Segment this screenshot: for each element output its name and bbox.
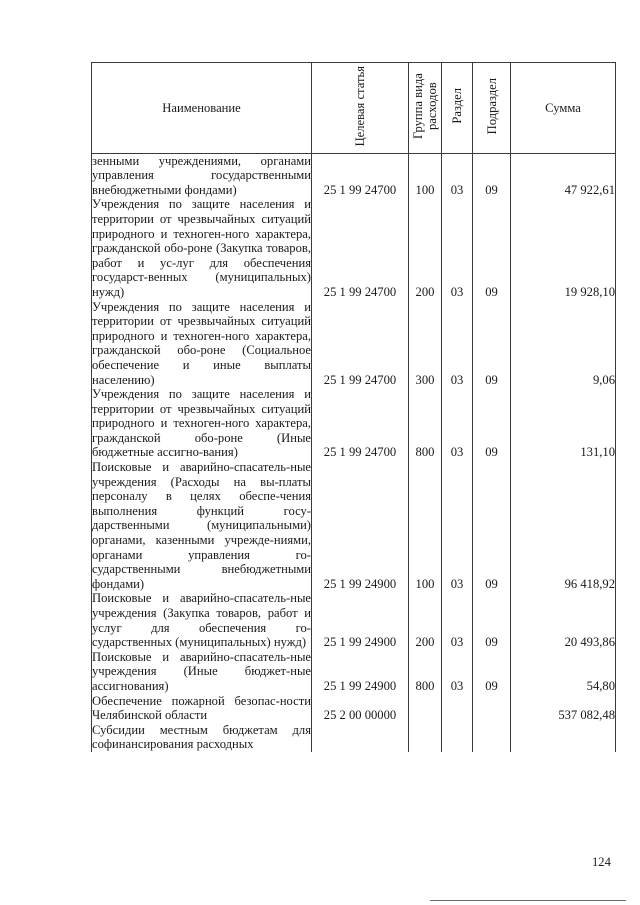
row-group: 200 (409, 591, 442, 649)
table-row (92, 591, 616, 649)
row-subsection: 09 (473, 650, 511, 694)
table-row (92, 300, 616, 388)
row-group: 100 (409, 153, 442, 197)
row-sum: 9,06 (511, 300, 616, 388)
row-sum: 54,80 (511, 650, 616, 694)
row-name: Учреждения по защите населения и территории от чрезвычайных ситуаций природного и техноген-ного характера, гражданской обо-роне (Социальное обеспечение и иные выплаты населению) (92, 299, 311, 387)
row-group: 200 (409, 197, 442, 299)
row-group: 100 (409, 460, 442, 591)
page-number: 124 (592, 855, 611, 869)
row-section: 03 (442, 153, 473, 197)
row-subsection: 09 (473, 197, 511, 299)
row-name: Учреждения по защите населения и территории от чрезвычайных ситуаций природного и техноген-ного характера, гражданской обо-роне (Иные бюджетные ассигно-вания) (92, 387, 311, 460)
row-name: Поисковые и аварийно-спасатель-ные учреждения (Расходы на вы-платы персоналу в целях обеспе-чения выполнения функций госу-дарственными (муниципальными) органами, казенными учрежде-ниями, органами управления го-сударственными внебюджетными фондами) (92, 460, 311, 591)
header-subsection: Подраздел (473, 63, 511, 154)
row-target: 25 1 99 24700 (312, 153, 409, 197)
row-name: Учреждения по защите населения и территории от чрезвычайных ситуаций природного и техноген-ного характера, гражданской обо-роне (Закупка товаров, работ и ус-луг для обеспечения государст-венных (муниципальных) нужд) (92, 197, 311, 299)
header-section: Раздел (442, 63, 473, 154)
table-row (92, 723, 616, 752)
header-group: Группа вида расходов (409, 63, 442, 154)
row-target: 25 2 00 00000 (312, 694, 409, 723)
row-section: 03 (442, 591, 473, 649)
row-subsection: 09 (473, 300, 511, 388)
row-target: 25 1 99 24700 (312, 387, 409, 460)
row-name: Субсидии местным бюджетам для софинансирования расходных (92, 722, 311, 752)
row-sum: 96 418,92 (511, 460, 616, 591)
row-name: Поисковые и аварийно-спасатель-ные учреждения (Закупка товаров, работ и услуг для обеспечения го-сударственных (муниципальных) нужд) (92, 591, 311, 650)
row-sum: 131,10 (511, 387, 616, 460)
table-row (92, 460, 616, 591)
row-target: 25 1 99 24700 (312, 300, 409, 388)
row-target: 25 1 99 24700 (312, 197, 409, 299)
row-group: 800 (409, 387, 442, 460)
row-sum (511, 723, 616, 752)
row-group (409, 723, 442, 752)
row-name: зенными учреждениями, органами управления государственными внебюджетными фондами) (92, 153, 311, 197)
row-sum: 19 928,10 (511, 197, 616, 299)
row-section: 03 (442, 300, 473, 388)
row-name: Поисковые и аварийно-спасатель-ные учреждения (Иные бюджет-ные ассигнования) (92, 649, 311, 693)
row-target: 25 1 99 24900 (312, 650, 409, 694)
row-subsection: 09 (473, 591, 511, 649)
row-subsection (473, 723, 511, 752)
header-name: Наименование (92, 63, 312, 154)
row-subsection (473, 694, 511, 723)
row-target (312, 723, 409, 752)
row-group: 800 (409, 650, 442, 694)
row-group: 300 (409, 300, 442, 388)
row-subsection: 09 (473, 153, 511, 197)
table-header-row (92, 63, 616, 154)
row-subsection: 09 (473, 387, 511, 460)
table-row (92, 650, 616, 694)
row-name: Обеспечение пожарной безопас-ности Челябинской области (92, 693, 311, 723)
row-sum: 537 082,48 (511, 694, 616, 723)
row-section (442, 723, 473, 752)
row-section (442, 694, 473, 723)
header-target: Целевая статья (312, 63, 409, 154)
row-section: 03 (442, 197, 473, 299)
row-target: 25 1 99 24900 (312, 591, 409, 649)
bottom-divider (430, 900, 626, 901)
table-row (92, 197, 616, 299)
scan-mark (597, 874, 605, 880)
table-row (92, 153, 616, 197)
header-sum: Сумма (511, 63, 616, 154)
budget-table (91, 62, 616, 752)
row-section: 03 (442, 650, 473, 694)
row-subsection: 09 (473, 460, 511, 591)
row-sum: 20 493,86 (511, 591, 616, 649)
row-section: 03 (442, 387, 473, 460)
table-row (92, 387, 616, 460)
table-row (92, 694, 616, 723)
row-sum: 47 922,61 (511, 153, 616, 197)
row-group (409, 694, 442, 723)
row-target: 25 1 99 24900 (312, 460, 409, 591)
row-section: 03 (442, 460, 473, 591)
